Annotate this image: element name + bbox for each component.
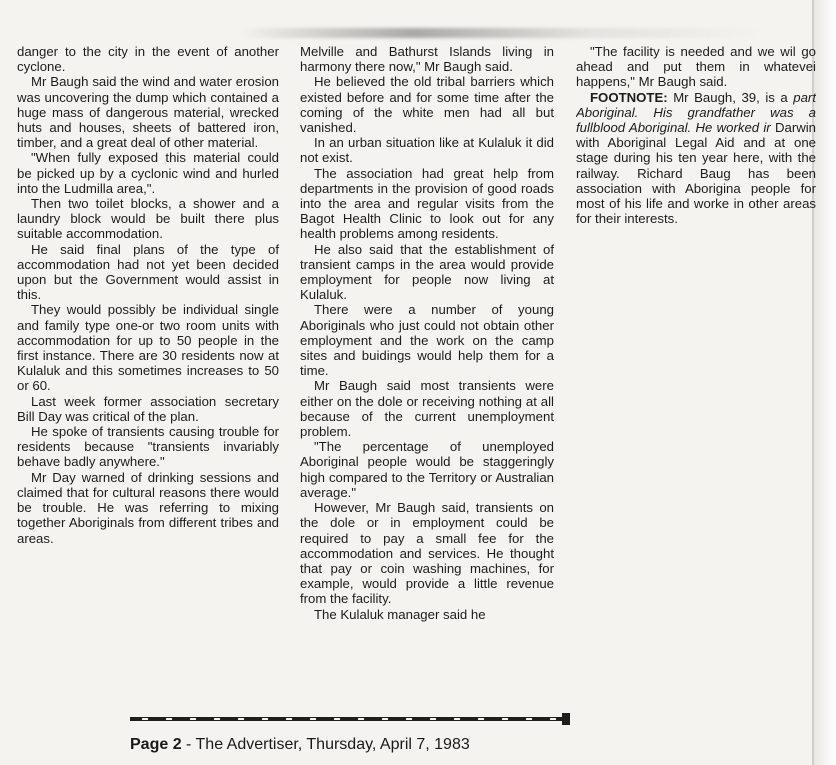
article-column-1 [17,44,279,546]
footnote-label: FOOTNOTE: [590,89,668,105]
article-paragraph: Mr Baugh said most transients were either on the dole or receiving nothing at all because of the current unemployment problem. [300,378,554,440]
article-paragraph: They would possibly be individual single and family type one-or two room units with accommodation for up to 50 people in the first instance. There are 30 residents now at Kulaluk and this sometimes increases to 50 or 60. [17,302,279,394]
article-paragraph: "When fully exposed this material could be picked up by a cyclonic wind and hurled into the Ludmilla area,". [17,150,279,196]
article-paragraph: However, Mr Baugh said, transients on the dole or in employment could be required to pay a small fee for the accommodation and services. He thought that pay or coin washing machines, for example, would provide a little revenue from the facility. [300,500,554,607]
article-paragraph: He said final plans of the type of accommodation had not yet been decided upon but the Government would assist in this. [17,241,279,303]
footer-page-number: Page 2 [130,736,182,753]
article-paragraph: Then two toilet blocks, a shower and a laundry block would be built there plus suitable accommodation. [17,196,279,242]
footnote [576,90,816,227]
footer-publication: - The Advertiser, Thursday, April 7, 1983 [181,736,470,753]
article-paragraph: He believed the old tribal barriers which existed before and for some time after the coming of the white men had all but vanished. [300,74,554,136]
article-paragraph: "The percentage of unemployed Aboriginal people would be staggeringly high compared to the Territory or Australian average." [300,439,554,500]
page-footer [130,736,470,754]
article-paragraph: There were a number of young Aboriginals who just could not obtain other employment and the work on the camp sites and buidings would help them for a time. [300,302,554,379]
footnote-italic: part Aboriginal. His grandfather was a fullblood Aboriginal. He worked ir [576,89,816,136]
article-paragraph: Mr Day warned of drinking sessions and claimed that for cultural reasons there would be trouble. He was referring to mixing together Aboriginals from different tribes and areas. [17,469,279,546]
closing-quote: "The facility is needed and we wil go ahead and put them in whatevei happens," Mr Baugh said. [576,44,816,90]
scan-smudge [240,28,760,38]
article-column-2 [300,44,554,622]
article-paragraph: He also said that the establishment of transient camps in the area would provide employment for people now living at Kulaluk. [300,241,554,303]
footnote-intro: Mr Baugh, 39, is a [667,89,794,105]
article-paragraph: In an urban situation like at Kulaluk it did not exist. [300,135,554,166]
article-paragraph: danger to the city in the event of another cyclone. [17,44,279,75]
article-paragraph: Mr Baugh said the wind and water erosion was uncovering the dump which contained a huge mass of dangerous material, wrecked huts and houses, sheets of battered iron, timber, and a great deal of other material. [17,74,279,151]
article-paragraph: Melville and Bathurst Islands living in harmony there now," Mr Baugh said. [300,44,554,75]
article-paragraph: The Kulaluk manager said he [314,606,486,622]
footer-ornament-rule [130,713,570,725]
article-paragraph: The association had great help from departments in the provision of good roads into the area and regular visits from the Bagot Health Clinic to look out for any health problems among residents. [300,165,554,242]
footnote-rest: Darwin with Aboriginal Legal Aid and at one stage during his ten year here, with the railway. Richard Baug has been association with Aborigina people for most of his life and worke in other areas for their interests. [576,120,816,227]
article-column-3 [576,44,816,226]
article-paragraph: He spoke of transients causing trouble for residents because "transients invariably behave badly anywhere." [17,424,279,470]
article-paragraph: Last week former association secretary Bill Day was critical of the plan. [17,393,279,424]
